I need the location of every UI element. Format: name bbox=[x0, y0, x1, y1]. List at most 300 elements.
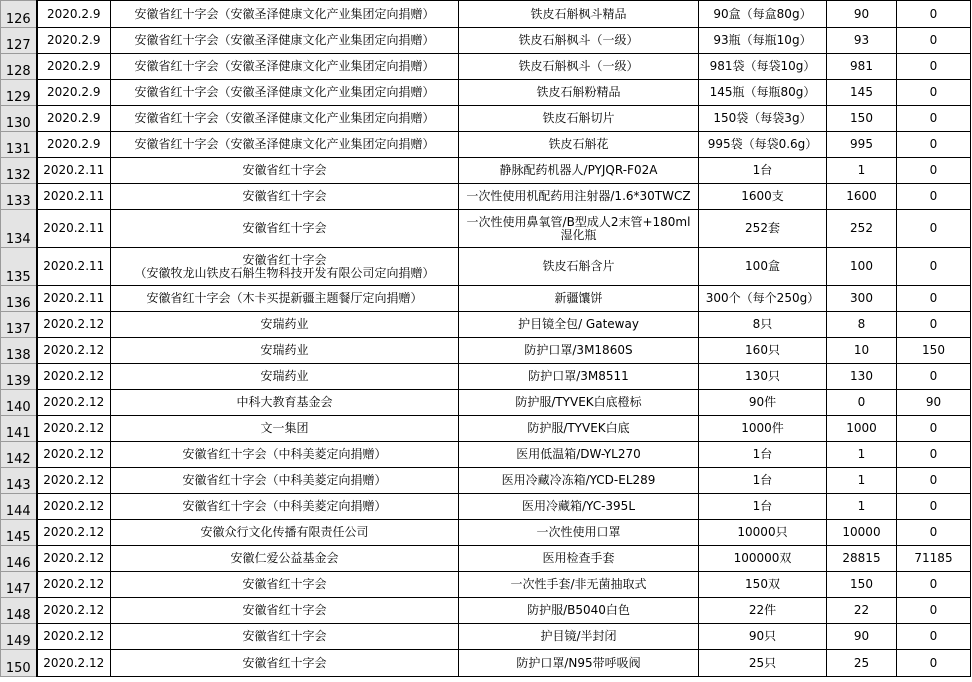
donor-cell[interactable] bbox=[111, 546, 459, 572]
spec-cell[interactable] bbox=[699, 624, 827, 650]
item-cell-text: 一次性使用口罩 bbox=[536, 525, 621, 539]
spec-cell[interactable] bbox=[699, 468, 827, 494]
quantity-cell[interactable] bbox=[827, 390, 897, 416]
table-row[interactable] bbox=[1, 442, 971, 468]
row-header[interactable] bbox=[1, 364, 37, 390]
used-cell[interactable] bbox=[897, 210, 971, 248]
quantity-cell[interactable] bbox=[827, 520, 897, 546]
donor-cell[interactable] bbox=[111, 312, 459, 338]
item-cell-text: 护目镜全包/ Gateway bbox=[518, 317, 639, 331]
quantity-cell[interactable] bbox=[827, 468, 897, 494]
table-row[interactable] bbox=[1, 390, 971, 416]
row-header[interactable] bbox=[1, 54, 37, 80]
item-cell[interactable] bbox=[459, 106, 699, 132]
row-header-text: 145 bbox=[5, 530, 31, 545]
table-row[interactable] bbox=[1, 1, 971, 28]
row-header[interactable] bbox=[1, 650, 37, 677]
item-cell-text: 防护口罩/3M1860S bbox=[524, 343, 633, 357]
donor-cell[interactable] bbox=[111, 390, 459, 416]
date-cell[interactable] bbox=[37, 624, 111, 650]
used-cell-text: 0 bbox=[929, 59, 938, 73]
row-header[interactable] bbox=[1, 1, 37, 28]
spec-cell[interactable] bbox=[699, 598, 827, 624]
item-cell-text: 静脉配药机器人/PYJQR-F02A bbox=[499, 163, 658, 177]
used-cell[interactable] bbox=[897, 442, 971, 468]
item-cell[interactable] bbox=[459, 598, 699, 624]
date-cell-text: 2020.2.12 bbox=[43, 629, 105, 643]
quantity-cell-text: 1 bbox=[857, 447, 866, 461]
used-cell[interactable] bbox=[897, 80, 971, 106]
table-row[interactable] bbox=[1, 598, 971, 624]
date-cell[interactable] bbox=[37, 1, 111, 28]
spec-cell-text: 130只 bbox=[745, 369, 780, 383]
date-cell-text: 2020.2.11 bbox=[43, 189, 105, 203]
donor-cell[interactable] bbox=[111, 494, 459, 520]
table-row[interactable] bbox=[1, 520, 971, 546]
quantity-cell-text: 25 bbox=[853, 655, 870, 670]
used-cell[interactable] bbox=[897, 132, 971, 158]
item-cell-text: 防护服/TYVEK白底 bbox=[527, 421, 630, 435]
row-header[interactable] bbox=[1, 28, 37, 54]
date-cell[interactable] bbox=[37, 364, 111, 390]
spec-cell[interactable] bbox=[699, 286, 827, 312]
donor-cell-text: 安徽省红十字会（中科美菱定向捐赠） bbox=[182, 499, 387, 513]
donor-cell-text: 安瑞药业 bbox=[260, 317, 309, 331]
row-header[interactable] bbox=[1, 520, 37, 546]
spec-cell-text: 1台 bbox=[752, 163, 773, 177]
donor-cell-text: 安徽省红十字会（安徽圣泽健康文化产业集团定向捐赠） bbox=[134, 137, 435, 151]
quantity-cell[interactable] bbox=[827, 210, 897, 248]
item-cell[interactable] bbox=[459, 1, 699, 28]
date-cell-text: 2020.2.9 bbox=[47, 111, 101, 125]
donor-cell-text: 安徽众行文化传播有限责任公司 bbox=[200, 525, 369, 539]
date-cell[interactable] bbox=[37, 106, 111, 132]
quantity-cell[interactable] bbox=[827, 338, 897, 364]
used-cell[interactable] bbox=[897, 650, 971, 677]
row-header[interactable] bbox=[1, 546, 37, 572]
item-cell[interactable] bbox=[459, 442, 699, 468]
date-cell-text: 2020.2.12 bbox=[43, 395, 105, 409]
item-cell[interactable] bbox=[459, 28, 699, 54]
row-header[interactable] bbox=[1, 338, 37, 364]
table-row[interactable] bbox=[1, 468, 971, 494]
row-header-text: 142 bbox=[5, 452, 31, 467]
spec-cell-text: 1台 bbox=[752, 447, 773, 461]
quantity-cell[interactable] bbox=[827, 106, 897, 132]
table-row[interactable] bbox=[1, 54, 971, 80]
spec-cell[interactable] bbox=[699, 520, 827, 546]
date-cell-text: 2020.2.12 bbox=[43, 577, 105, 591]
spec-cell[interactable] bbox=[699, 494, 827, 520]
donor-cell-text: 安徽省红十字会（安徽圣泽健康文化产业集团定向捐赠） bbox=[134, 33, 435, 47]
item-cell[interactable] bbox=[459, 416, 699, 442]
item-cell-text: 铁皮石斛枫斗（一级） bbox=[518, 33, 639, 47]
spec-cell[interactable] bbox=[699, 312, 827, 338]
table-row[interactable] bbox=[1, 286, 971, 312]
donor-cell-text: 安徽省红十字会 bbox=[242, 629, 327, 643]
used-cell-text: 0 bbox=[929, 163, 938, 177]
quantity-cell[interactable] bbox=[827, 248, 897, 286]
quantity-cell[interactable] bbox=[827, 416, 897, 442]
donor-cell[interactable] bbox=[111, 106, 459, 132]
date-cell[interactable] bbox=[37, 210, 111, 248]
date-cell[interactable] bbox=[37, 598, 111, 624]
table-row[interactable] bbox=[1, 364, 971, 390]
quantity-cell[interactable] bbox=[827, 286, 897, 312]
item-cell[interactable] bbox=[459, 132, 699, 158]
row-header-text: 136 bbox=[5, 296, 31, 311]
table-row[interactable] bbox=[1, 132, 971, 158]
spec-cell[interactable] bbox=[699, 442, 827, 468]
item-cell-text: 铁皮石斛花 bbox=[548, 137, 609, 151]
used-cell[interactable] bbox=[897, 184, 971, 210]
date-cell[interactable] bbox=[37, 312, 111, 338]
quantity-cell[interactable] bbox=[827, 158, 897, 184]
donor-cell[interactable] bbox=[111, 210, 459, 248]
spec-cell[interactable] bbox=[699, 158, 827, 184]
spec-cell[interactable] bbox=[699, 210, 827, 248]
spec-cell-text: 252套 bbox=[745, 221, 780, 235]
used-cell[interactable] bbox=[897, 364, 971, 390]
item-cell[interactable] bbox=[459, 312, 699, 338]
date-cell-text: 2020.2.11 bbox=[43, 259, 105, 273]
row-header-text: 126 bbox=[5, 12, 31, 27]
item-cell[interactable] bbox=[459, 546, 699, 572]
used-cell[interactable] bbox=[897, 494, 971, 520]
table-row[interactable] bbox=[1, 106, 971, 132]
quantity-cell-text: 90 bbox=[853, 629, 870, 643]
item-cell[interactable] bbox=[459, 390, 699, 416]
item-cell-text: 铁皮石斛含片 bbox=[542, 259, 615, 273]
item-cell[interactable] bbox=[459, 520, 699, 546]
date-cell[interactable] bbox=[37, 248, 111, 286]
table-row[interactable] bbox=[1, 28, 971, 54]
quantity-cell[interactable] bbox=[827, 546, 897, 572]
used-cell-text: 0 bbox=[929, 629, 938, 643]
spec-cell-text: 995袋（每袋0.6g） bbox=[707, 137, 818, 151]
date-cell[interactable] bbox=[37, 572, 111, 598]
table-row[interactable] bbox=[1, 184, 971, 210]
quantity-cell[interactable] bbox=[827, 28, 897, 54]
date-cell[interactable] bbox=[37, 546, 111, 572]
quantity-cell-text: 150 bbox=[850, 111, 873, 125]
date-cell[interactable] bbox=[37, 494, 111, 520]
item-cell-text: 铁皮石斛枫斗（一级） bbox=[518, 59, 639, 73]
quantity-cell-text: 1 bbox=[857, 473, 866, 487]
spec-cell-text: 1000件 bbox=[741, 421, 784, 435]
used-cell-text: 0 bbox=[929, 137, 938, 151]
donor-cell-text: 安徽省红十字会 bbox=[242, 252, 327, 267]
spec-cell-text: 981袋（每袋10g） bbox=[709, 59, 816, 73]
quantity-cell[interactable] bbox=[827, 598, 897, 624]
item-cell[interactable] bbox=[459, 158, 699, 184]
spec-cell-text: 150袋（每袋3g） bbox=[713, 111, 812, 125]
used-cell[interactable] bbox=[897, 572, 971, 598]
item-cell[interactable] bbox=[459, 80, 699, 106]
table-row[interactable] bbox=[1, 210, 971, 248]
used-cell[interactable] bbox=[897, 312, 971, 338]
quantity-cell-text: 8 bbox=[857, 317, 866, 331]
table-row[interactable] bbox=[1, 80, 971, 106]
row-header[interactable] bbox=[1, 210, 37, 248]
spec-cell-text: 25只 bbox=[748, 655, 777, 670]
used-cell[interactable] bbox=[897, 106, 971, 132]
used-cell-text: 0 bbox=[929, 447, 938, 461]
row-header[interactable] bbox=[1, 106, 37, 132]
row-header[interactable] bbox=[1, 132, 37, 158]
table-row[interactable] bbox=[1, 572, 971, 598]
row-header[interactable] bbox=[1, 468, 37, 494]
donor-cell[interactable] bbox=[111, 248, 459, 286]
donor-cell[interactable] bbox=[111, 416, 459, 442]
row-header-text: 149 bbox=[5, 634, 31, 649]
date-cell[interactable] bbox=[37, 416, 111, 442]
spec-cell-text: 100000双 bbox=[733, 551, 792, 565]
quantity-cell-text: 1000 bbox=[846, 421, 877, 435]
item-cell-text: 医用检查手套 bbox=[542, 551, 615, 565]
donor-cell[interactable] bbox=[111, 520, 459, 546]
table-row[interactable] bbox=[1, 650, 971, 677]
date-cell[interactable] bbox=[37, 520, 111, 546]
used-cell-text: 0 bbox=[929, 577, 938, 591]
spec-cell[interactable] bbox=[699, 1, 827, 28]
date-cell[interactable] bbox=[37, 286, 111, 312]
spec-cell-text: 8只 bbox=[752, 317, 773, 331]
item-cell[interactable] bbox=[459, 468, 699, 494]
spec-cell[interactable] bbox=[699, 390, 827, 416]
donor-cell[interactable] bbox=[111, 1, 459, 28]
spec-cell[interactable] bbox=[699, 338, 827, 364]
table-row[interactable] bbox=[1, 312, 971, 338]
table-row[interactable] bbox=[1, 158, 971, 184]
date-cell[interactable] bbox=[37, 442, 111, 468]
donor-cell[interactable] bbox=[111, 338, 459, 364]
donor-cell[interactable] bbox=[111, 28, 459, 54]
row-header[interactable] bbox=[1, 390, 37, 416]
quantity-cell[interactable] bbox=[827, 312, 897, 338]
item-cell[interactable] bbox=[459, 494, 699, 520]
item-cell[interactable] bbox=[459, 210, 699, 248]
date-cell[interactable] bbox=[37, 338, 111, 364]
spec-cell[interactable] bbox=[699, 416, 827, 442]
table-row[interactable] bbox=[1, 494, 971, 520]
donor-cell-text: 安瑞药业 bbox=[260, 343, 309, 357]
item-cell[interactable] bbox=[459, 624, 699, 650]
donor-cell[interactable] bbox=[111, 184, 459, 210]
spec-cell[interactable] bbox=[699, 650, 827, 677]
used-cell[interactable] bbox=[897, 546, 971, 572]
used-cell[interactable] bbox=[897, 598, 971, 624]
date-cell[interactable] bbox=[37, 390, 111, 416]
table-row[interactable] bbox=[1, 416, 971, 442]
spec-cell[interactable] bbox=[699, 546, 827, 572]
row-header[interactable] bbox=[1, 286, 37, 312]
donor-cell[interactable] bbox=[111, 286, 459, 312]
spec-cell-text: 300个（每个250g） bbox=[705, 291, 820, 305]
quantity-cell-text: 995 bbox=[850, 137, 873, 151]
date-cell-text: 2020.2.12 bbox=[43, 317, 105, 331]
spec-cell[interactable] bbox=[699, 364, 827, 390]
item-cell-text: 防护口罩/N95带呼吸阀 bbox=[516, 655, 641, 670]
row-header[interactable] bbox=[1, 572, 37, 598]
quantity-cell-text: 300 bbox=[850, 291, 873, 305]
donor-cell-text-line2: （安徽牧龙山铁皮石斛生物科技开发有限公司定向捐赠） bbox=[134, 265, 435, 280]
donor-cell[interactable] bbox=[111, 468, 459, 494]
used-cell[interactable] bbox=[897, 520, 971, 546]
row-header-text: 130 bbox=[5, 116, 31, 131]
donor-cell[interactable] bbox=[111, 54, 459, 80]
used-cell-text: 71185 bbox=[914, 551, 953, 565]
used-cell[interactable] bbox=[897, 390, 971, 416]
row-header[interactable] bbox=[1, 80, 37, 106]
row-header-text: 131 bbox=[5, 142, 31, 157]
donor-cell[interactable] bbox=[111, 132, 459, 158]
quantity-cell[interactable] bbox=[827, 132, 897, 158]
date-cell-text: 2020.2.12 bbox=[43, 473, 105, 487]
quantity-cell-text: 93 bbox=[853, 33, 870, 47]
spec-cell[interactable] bbox=[699, 132, 827, 158]
date-cell[interactable] bbox=[37, 28, 111, 54]
used-cell-text: 0 bbox=[929, 525, 938, 539]
spec-cell[interactable] bbox=[699, 572, 827, 598]
quantity-cell-text: 10 bbox=[853, 343, 870, 357]
date-cell[interactable] bbox=[37, 80, 111, 106]
used-cell-text: 150 bbox=[922, 343, 945, 357]
donor-cell-text: 安徽省红十字会 bbox=[242, 603, 327, 617]
spec-cell[interactable] bbox=[699, 184, 827, 210]
donor-cell[interactable] bbox=[111, 650, 459, 677]
donor-cell[interactable] bbox=[111, 364, 459, 390]
donor-cell-text: 文一集团 bbox=[260, 421, 309, 435]
spec-cell[interactable] bbox=[699, 80, 827, 106]
quantity-cell-text: 28815 bbox=[842, 551, 881, 565]
item-cell-text: 医用冷藏箱/YC-395L bbox=[521, 499, 636, 513]
quantity-cell-text: 145 bbox=[850, 85, 873, 99]
date-cell[interactable] bbox=[37, 468, 111, 494]
donor-cell-text: 安徽省红十字会（安徽圣泽健康文化产业集团定向捐赠） bbox=[134, 85, 435, 99]
quantity-cell[interactable] bbox=[827, 572, 897, 598]
item-cell[interactable] bbox=[459, 54, 699, 80]
date-cell-text: 2020.2.12 bbox=[43, 369, 105, 383]
spec-cell[interactable] bbox=[699, 248, 827, 286]
quantity-cell[interactable] bbox=[827, 1, 897, 28]
used-cell[interactable] bbox=[897, 286, 971, 312]
spec-cell[interactable] bbox=[699, 28, 827, 54]
used-cell[interactable] bbox=[897, 416, 971, 442]
row-header[interactable] bbox=[1, 248, 37, 286]
used-cell[interactable] bbox=[897, 158, 971, 184]
donor-cell-text: 安徽省红十字会 bbox=[242, 655, 327, 670]
item-cell[interactable] bbox=[459, 286, 699, 312]
row-header[interactable] bbox=[1, 624, 37, 650]
item-cell[interactable] bbox=[459, 248, 699, 286]
donor-cell[interactable] bbox=[111, 598, 459, 624]
item-cell[interactable] bbox=[459, 364, 699, 390]
donor-cell-text: 安徽省红十字会 bbox=[242, 577, 327, 591]
date-cell-text: 2020.2.12 bbox=[43, 525, 105, 539]
quantity-cell[interactable] bbox=[827, 494, 897, 520]
spec-cell-text: 1台 bbox=[752, 473, 773, 487]
date-cell-text: 2020.2.9 bbox=[47, 137, 101, 151]
date-cell[interactable] bbox=[37, 158, 111, 184]
table-row[interactable] bbox=[1, 624, 971, 650]
used-cell[interactable] bbox=[897, 28, 971, 54]
date-cell[interactable] bbox=[37, 650, 111, 677]
date-cell-text: 2020.2.9 bbox=[47, 33, 101, 47]
quantity-cell-text: 10000 bbox=[842, 525, 881, 539]
used-cell[interactable] bbox=[897, 1, 971, 28]
donor-cell[interactable] bbox=[111, 80, 459, 106]
table-row[interactable] bbox=[1, 248, 971, 286]
used-cell[interactable] bbox=[897, 54, 971, 80]
donor-cell[interactable] bbox=[111, 158, 459, 184]
row-header[interactable] bbox=[1, 442, 37, 468]
item-cell[interactable] bbox=[459, 572, 699, 598]
quantity-cell[interactable] bbox=[827, 184, 897, 210]
used-cell-text: 0 bbox=[929, 421, 938, 435]
spec-cell[interactable] bbox=[699, 106, 827, 132]
row-header[interactable] bbox=[1, 158, 37, 184]
row-header-text: 135 bbox=[5, 270, 31, 285]
used-cell[interactable] bbox=[897, 248, 971, 286]
date-cell-text: 2020.2.9 bbox=[47, 6, 101, 21]
donor-cell[interactable] bbox=[111, 572, 459, 598]
used-cell-text: 0 bbox=[929, 369, 938, 383]
row-header[interactable] bbox=[1, 598, 37, 624]
item-cell[interactable] bbox=[459, 338, 699, 364]
item-cell-text: 防护口罩/3M8511 bbox=[528, 369, 629, 383]
used-cell[interactable] bbox=[897, 338, 971, 364]
used-cell-text: 0 bbox=[929, 291, 938, 305]
date-cell-text: 2020.2.12 bbox=[43, 499, 105, 513]
spec-cell[interactable] bbox=[699, 54, 827, 80]
used-cell-text: 0 bbox=[929, 33, 938, 47]
quantity-cell[interactable] bbox=[827, 364, 897, 390]
quantity-cell-text: 1 bbox=[857, 499, 866, 513]
quantity-cell-text: 1600 bbox=[846, 189, 877, 203]
quantity-cell[interactable] bbox=[827, 442, 897, 468]
donor-cell[interactable] bbox=[111, 442, 459, 468]
quantity-cell[interactable] bbox=[827, 624, 897, 650]
item-cell-text: 防护服/B5040白色 bbox=[527, 603, 630, 617]
quantity-cell-text: 150 bbox=[850, 577, 873, 591]
row-header-text: 128 bbox=[5, 64, 31, 79]
row-header-text: 127 bbox=[5, 38, 31, 53]
used-cell-text: 0 bbox=[929, 85, 938, 99]
donor-cell[interactable] bbox=[111, 624, 459, 650]
row-header-text: 150 bbox=[5, 661, 31, 676]
quantity-cell[interactable] bbox=[827, 54, 897, 80]
date-cell-text: 2020.2.9 bbox=[47, 85, 101, 99]
row-header[interactable] bbox=[1, 312, 37, 338]
used-cell-text: 0 bbox=[929, 6, 938, 21]
table-row[interactable] bbox=[1, 546, 971, 572]
quantity-cell[interactable] bbox=[827, 650, 897, 677]
item-cell[interactable] bbox=[459, 184, 699, 210]
date-cell[interactable] bbox=[37, 54, 111, 80]
used-cell-text: 0 bbox=[929, 221, 938, 235]
date-cell[interactable] bbox=[37, 184, 111, 210]
used-cell[interactable] bbox=[897, 468, 971, 494]
quantity-cell[interactable] bbox=[827, 80, 897, 106]
date-cell[interactable] bbox=[37, 132, 111, 158]
item-cell[interactable] bbox=[459, 650, 699, 677]
row-header[interactable] bbox=[1, 494, 37, 520]
table-row[interactable] bbox=[1, 338, 971, 364]
row-header[interactable] bbox=[1, 416, 37, 442]
row-header[interactable] bbox=[1, 184, 37, 210]
used-cell[interactable] bbox=[897, 624, 971, 650]
